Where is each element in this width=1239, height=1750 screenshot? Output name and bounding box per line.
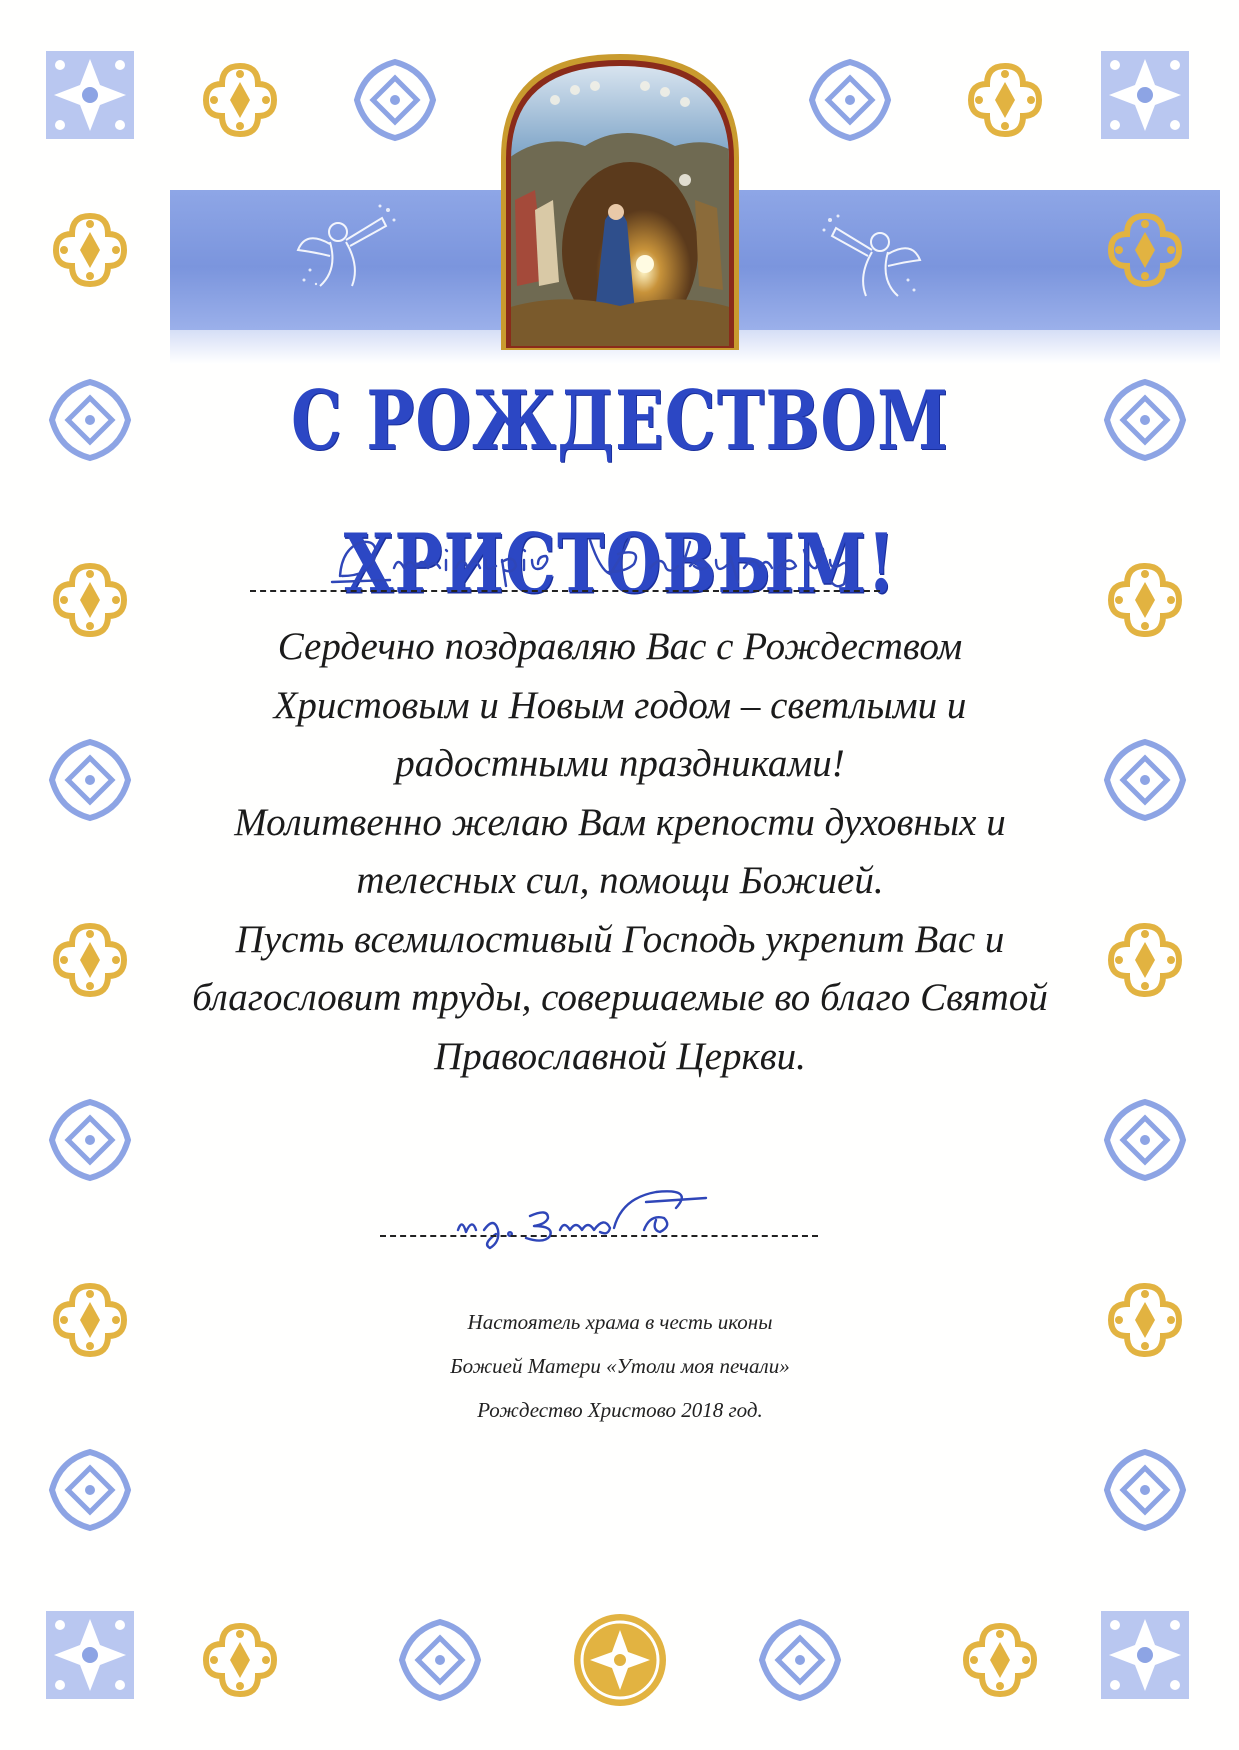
signature-handwriting bbox=[418, 1178, 818, 1258]
footer-line: Божией Матери «Утоли моя печали» bbox=[450, 1354, 790, 1378]
recipient-line bbox=[250, 590, 880, 592]
certificate-title: С РОЖДЕСТВОМ ХРИСТОВЫМ! bbox=[291, 373, 949, 613]
message-paragraph: Молитвенно желаю Вам крепости духовных и телесных сил, помощи Божией. bbox=[234, 800, 1006, 902]
message-paragraph: Пусть всемилостивый Господь укрепит Вас и благословит труды, совершаемые во благо Святой Православной Церкви. bbox=[192, 917, 1048, 1078]
footer-line: Рождество Христово 2018 год. bbox=[477, 1398, 763, 1422]
signature-line bbox=[380, 1235, 818, 1237]
greeting-message bbox=[175, 618, 1065, 1086]
recipient-handwriting bbox=[270, 520, 990, 592]
rector-footer bbox=[360, 1300, 880, 1432]
message-paragraph: Сердечно поздравляю Вас с Рождеством Христовым и Новым годом – светлыми и радостными праздниками! bbox=[273, 625, 967, 785]
footer-line: Настоятель храма в честь иконы bbox=[467, 1310, 773, 1334]
